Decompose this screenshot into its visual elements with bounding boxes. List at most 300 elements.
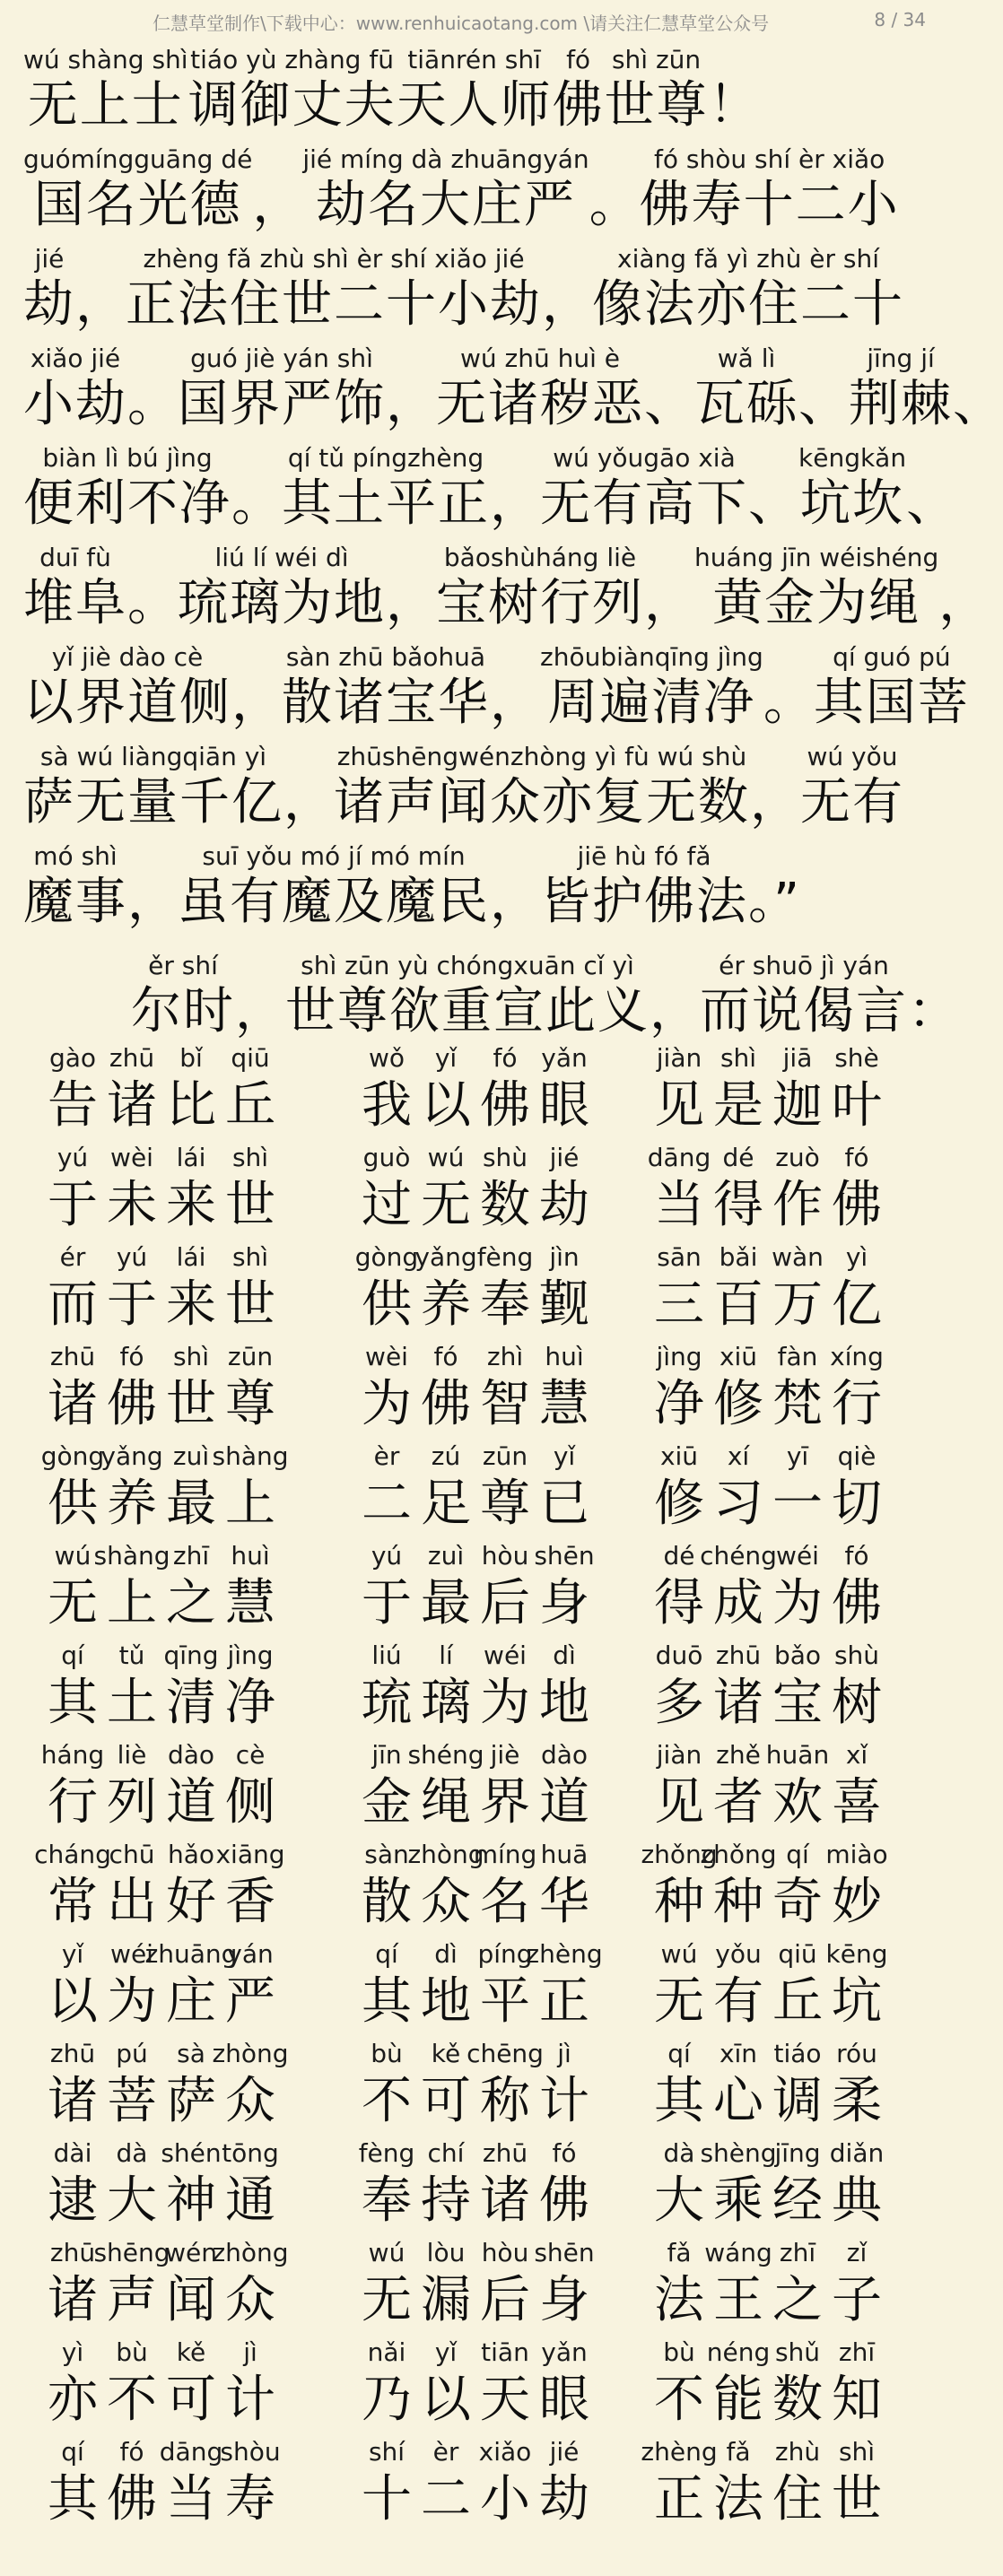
verse-character (827, 2434, 886, 2529)
verse-character (357, 1040, 416, 1136)
verse-phrase (43, 1140, 280, 1235)
pinyin-syllable: zhǒng (641, 1840, 718, 1869)
verse-phrase (43, 1638, 280, 1733)
pinyin-syllable: jié (549, 2437, 580, 2467)
pinyin-text: xiàng fǎ yì zhù èr shí (617, 244, 879, 274)
chinese-character: 诸 (48, 2072, 98, 2130)
chinese-character: 为 (362, 1375, 412, 1433)
chinese-character: 上 (107, 1574, 157, 1632)
chinese-character: 二 (421, 2470, 471, 2528)
chinese-character: 已 (539, 1475, 589, 1533)
chinese-text: 无诸秽恶 (436, 375, 644, 433)
chinese-character: 世 (832, 2470, 882, 2528)
chinese-character: 丘 (225, 1076, 275, 1135)
verse-character (650, 1638, 709, 1733)
pinyin-syllable: huì (545, 1342, 584, 1371)
pinyin-syllable: fó (119, 1342, 144, 1371)
pinyin-syllable: shǔ (774, 2337, 821, 2367)
word-group (302, 144, 589, 235)
verse-character (475, 1439, 535, 1534)
chinese-text: 散诸宝华 (282, 674, 490, 732)
chinese-text: 虽有魔及魔民 (178, 873, 490, 931)
verse-character (475, 2335, 535, 2430)
pinyin-syllable: shù (482, 1143, 528, 1172)
chinese-character: 诸 (480, 2171, 530, 2230)
chinese-character: 佛 (832, 1574, 882, 1632)
chinese-character: 养 (421, 1275, 471, 1334)
text-line (23, 235, 947, 335)
word-group (814, 641, 970, 733)
verse-row (43, 1538, 940, 1638)
chinese-character: 为 (107, 1972, 157, 2031)
chinese-text: ， (127, 873, 178, 931)
pinyin-syllable: èr (432, 2437, 459, 2467)
text-line (23, 733, 947, 832)
pinyin-syllable: zhī (838, 2337, 876, 2367)
chinese-text: 国名光德 (33, 176, 242, 234)
verse-phrase (357, 1040, 594, 1136)
chinese-text: 魔事 (23, 873, 127, 931)
chinese-character: 佛 (832, 1176, 882, 1234)
text-line (23, 534, 990, 633)
chinese-character: 道 (166, 1773, 216, 1832)
chinese-character: 佛 (421, 1375, 471, 1433)
chinese-character: 王 (713, 2271, 763, 2329)
verse-character (161, 1339, 221, 1434)
verse-character (475, 2434, 535, 2529)
chinese-character: 十 (362, 2470, 412, 2528)
pinyin-text: zhèng fǎ zhù shì èr shí xiǎo jié (143, 244, 525, 274)
chinese-character: 以 (421, 2371, 471, 2429)
verse-character (535, 2036, 594, 2131)
pinyin-syllable: yǎn (541, 1043, 588, 1073)
chinese-text: 像法亦住二十 (592, 275, 904, 334)
pinyin-syllable: shì (720, 1043, 757, 1073)
word-group (605, 44, 709, 135)
verse-phrase (650, 1638, 886, 1733)
chinese-character: 行 (832, 1375, 882, 1433)
pinyin-syllable: yǐ (61, 1939, 84, 1969)
pinyin-syllable: shàng (93, 1541, 170, 1571)
chinese-character: 习 (713, 1475, 763, 1533)
punctuation (231, 641, 282, 733)
chinese-character: 子 (832, 2271, 882, 2329)
pinyin-syllable: yǎn (541, 2337, 588, 2367)
verse-character (416, 1240, 475, 1335)
verse-character (416, 2136, 475, 2231)
chinese-text: 而说偈言 (700, 982, 908, 1040)
verse-character (650, 1040, 709, 1136)
verse-character (768, 2136, 827, 2231)
chinese-character: 其 (48, 1674, 98, 1732)
chinese-text: ， (75, 275, 126, 334)
chinese-character: 寿 (225, 2470, 275, 2528)
chinese-character: 供 (362, 1275, 412, 1334)
chinese-character: 漏 (421, 2271, 471, 2329)
chinese-character: 足 (421, 1475, 471, 1533)
pinyin-syllable: lái (176, 1242, 206, 1272)
chinese-character: 于 (48, 1176, 98, 1234)
chinese-text: ， (644, 574, 694, 632)
verse-character (93, 1538, 170, 1633)
pinyin-syllable: chéng (700, 1541, 777, 1571)
pinyin-text: zhōubiànqīng jìng (540, 642, 763, 672)
pinyin-syllable: shì (231, 1242, 269, 1272)
chinese-text: ， (938, 574, 990, 632)
chinese-character: 诸 (48, 2271, 98, 2329)
chinese-character: 出 (107, 1873, 157, 1931)
pinyin-syllable: zú (431, 1441, 461, 1471)
punctuation (127, 343, 178, 434)
pinyin-syllable: jìng (227, 1640, 274, 1670)
pinyin-syllable: róu (836, 2039, 877, 2068)
verse-character (475, 1240, 535, 1335)
pinyin-syllable: zhì (486, 1342, 524, 1371)
chinese-character: 于 (362, 1574, 412, 1632)
word-group (436, 343, 644, 434)
word-group (23, 44, 188, 135)
pinyin-syllable: dào (540, 1740, 589, 1770)
pinyin-syllable: liú (371, 1640, 402, 1670)
word-group (23, 343, 127, 434)
pinyin-syllable: jié (549, 1143, 580, 1172)
punctuation (763, 641, 814, 733)
verse-character (43, 1140, 102, 1235)
verse-phrase (40, 1439, 289, 1534)
pinyin-syllable: jìng (656, 1342, 702, 1371)
verse-character (475, 1040, 535, 1136)
pinyin-syllable: qiū (231, 1043, 270, 1073)
chinese-character: 无 (654, 1972, 704, 2031)
verse-character (102, 2036, 161, 2131)
pinyin-syllable: xí (727, 1441, 750, 1471)
chinese-character: 三 (654, 1275, 704, 1334)
pinyin-syllable: xíng (830, 1342, 884, 1371)
chinese-text: 世尊 (604, 76, 709, 135)
pinyin-syllable: sān (657, 1242, 702, 1272)
pinyin-syllable: nǎi (367, 2337, 406, 2367)
gatha-verses (34, 1040, 940, 2534)
verse-phrase (650, 2136, 886, 2231)
verse-character (43, 1339, 102, 1434)
chinese-text: 以界道侧 (23, 674, 231, 732)
chinese-text: ， (235, 982, 285, 1040)
word-group (849, 343, 953, 434)
pinyin-text: huáng jīn wéishéng (694, 543, 939, 572)
pinyin-text: jiē hù fó fǎ (577, 841, 711, 871)
pinyin-syllable: yǐ (434, 1043, 458, 1073)
chinese-character: 其 (362, 1972, 412, 2031)
chinese-character: 亦 (48, 2371, 98, 2429)
verse-character (357, 2335, 416, 2430)
punctuation (748, 840, 799, 932)
chinese-character: 绳 (421, 1773, 471, 1832)
chinese-character: 丘 (772, 1972, 823, 2031)
pinyin-syllable: zūn (482, 1441, 528, 1471)
pinyin-syllable: qí (61, 2437, 84, 2467)
chinese-text: 其土平正 (282, 474, 490, 533)
verse-character (535, 1837, 594, 1932)
chinese-character: 称 (480, 2072, 530, 2130)
pinyin-syllable: fàn (777, 1342, 818, 1371)
chinese-character: 菩 (107, 2072, 157, 2130)
chinese-character: 万 (772, 1275, 823, 1334)
pinyin-syllable: dà (116, 2138, 148, 2168)
word-group (694, 542, 938, 633)
verse-character (709, 1737, 768, 1832)
chinese-character: 以 (48, 1972, 98, 2031)
pinyin-syllable: èr (373, 1441, 400, 1471)
pinyin-syllable: bù (663, 2337, 695, 2367)
chinese-character: 法 (654, 2271, 704, 2329)
verse-character (475, 1140, 535, 1235)
punctuation (75, 243, 126, 335)
verse-character (650, 1240, 709, 1335)
punctuation (644, 343, 694, 434)
chinese-character: 为 (480, 1674, 530, 1732)
chinese-character: 我 (362, 1076, 412, 1135)
verse-character (535, 1538, 594, 1633)
pinyin-syllable: shì (231, 1143, 269, 1172)
chinese-character: 养 (107, 1475, 157, 1533)
pinyin-syllable: zhòng (212, 2039, 289, 2068)
word-group (540, 641, 763, 733)
pinyin-syllable: shì (172, 1342, 210, 1371)
pinyin-syllable: zuì (427, 1541, 465, 1571)
verse-character (535, 1140, 594, 1235)
chinese-character: 劫 (539, 1176, 589, 1234)
verse-phrase (43, 2036, 289, 2131)
text-line (23, 335, 1003, 434)
pinyin-syllable: fó (493, 1043, 518, 1073)
page-header (0, 5, 969, 36)
verse-character (535, 2434, 594, 2529)
verse-character (650, 2335, 709, 2430)
pinyin-text: kēngkǎn (798, 443, 907, 473)
chinese-text: 荆棘 (849, 375, 953, 433)
verse-character (768, 1936, 827, 2032)
pinyin-text: qí guó pú (833, 642, 951, 672)
chinese-character: 种 (713, 1873, 763, 1931)
chinese-character: 乘 (713, 2171, 763, 2230)
verse-character (765, 1737, 830, 1832)
verse-character (709, 1936, 768, 2032)
text-line (131, 942, 958, 1041)
verse-character (768, 1439, 827, 1534)
pinyin-syllable: shēng (93, 2238, 170, 2267)
pinyin-syllable: xiāng (215, 1840, 285, 1869)
verse-character (357, 1140, 416, 1235)
pinyin-syllable: zhòng (407, 1840, 484, 1869)
pinyin-syllable: qiū (778, 1939, 817, 1969)
pinyin-syllable: yú (57, 1143, 89, 1172)
verse-phrase (43, 2434, 280, 2529)
chinese-character: 逮 (48, 2171, 98, 2230)
pinyin-syllable: guò (362, 1143, 411, 1172)
verse-phrase (650, 2335, 886, 2430)
pinyin-text: mó shì (33, 841, 118, 871)
chinese-character: 种 (654, 1873, 704, 1931)
word-group (23, 542, 127, 633)
verse-character (102, 1737, 161, 1832)
chinese-character: 梵 (772, 1375, 823, 1433)
pinyin-syllable: shàng (212, 1441, 289, 1471)
word-group (23, 741, 283, 832)
pinyin-syllable: cháng (34, 1840, 111, 1869)
chinese-character: 而 (48, 1275, 98, 1334)
verse-character (416, 2335, 475, 2430)
chinese-character: 无 (362, 2271, 412, 2329)
verse-character (221, 1040, 280, 1136)
chinese-character: 后 (480, 2271, 530, 2329)
verse-character (535, 2136, 594, 2231)
verse-character (221, 1936, 280, 2032)
pinyin-syllable: gòng (40, 1441, 105, 1471)
verse-phrase (357, 2434, 594, 2529)
verse-phrase (357, 1936, 603, 2032)
pinyin-text: yǐ jiè dào cè (51, 642, 204, 672)
chinese-text: 宝树行列 (436, 574, 644, 632)
pinyin-syllable: sà (177, 2039, 205, 2068)
chinese-character: 计 (225, 2371, 275, 2429)
chinese-text: ， (386, 574, 436, 632)
chinese-text: ， (750, 773, 800, 831)
verse-character (768, 2036, 827, 2131)
pinyin-syllable: tiáo (773, 2039, 822, 2068)
verse-character (357, 2036, 416, 2131)
pinyin-text: jié míng dà zhuāngyán (302, 144, 589, 174)
pinyin-syllable: fó (119, 2437, 144, 2467)
verse-character (827, 1040, 886, 1136)
pinyin-syllable: dé (722, 1143, 754, 1172)
verse-character (212, 2036, 289, 2131)
verse-character (827, 1638, 886, 1733)
word-group (282, 442, 490, 534)
word-group (800, 741, 904, 832)
verse-character (535, 2235, 594, 2330)
chinese-character: 得 (654, 1574, 704, 1632)
word-group (694, 343, 798, 434)
punctuation (542, 243, 592, 335)
chinese-character: 智 (480, 1375, 530, 1433)
pinyin-syllable: wǒ (368, 1043, 406, 1073)
chinese-text: 国界严饰 (178, 375, 386, 433)
chinese-character: 奉 (362, 2171, 412, 2230)
verse-phrase (43, 2335, 280, 2430)
pinyin-syllable: ér (59, 1242, 86, 1272)
chinese-character: 清 (166, 1674, 216, 1732)
verse-character (827, 1140, 886, 1235)
chinese-text: ， (490, 674, 540, 732)
verse-character (650, 1936, 709, 2032)
verse-phrase (641, 1837, 888, 1932)
word-group (592, 243, 904, 335)
verse-character (416, 1439, 475, 1534)
verse-character (221, 1240, 280, 1335)
pinyin-syllable: fó (844, 1541, 869, 1571)
chinese-character: 不 (654, 2371, 704, 2429)
pinyin-syllable: chū (109, 1840, 155, 1869)
pinyin-syllable: bǐ (179, 1043, 203, 1073)
chinese-text: ， (386, 375, 436, 433)
pinyin-syllable: jì (557, 2039, 571, 2068)
chinese-text: 其国菩 (813, 674, 970, 732)
verse-character (768, 1538, 827, 1633)
pinyin-syllable: dài (53, 2138, 92, 2168)
chinese-character: 成 (713, 1574, 763, 1632)
chinese-character: 其 (654, 2072, 704, 2130)
punctuation (283, 741, 334, 832)
pinyin-syllable: fǎ (667, 2238, 692, 2267)
verse-row (43, 2434, 940, 2534)
verse-character (144, 1936, 238, 2032)
verse-character (467, 2036, 544, 2131)
pinyin-syllable: dì (434, 1939, 458, 1969)
chinese-text: 正法住世二十小劫 (126, 275, 542, 334)
verse-character (102, 1040, 161, 1136)
chinese-text: 周遍清净 (547, 674, 756, 732)
verse-character (827, 2235, 886, 2330)
chinese-character: 最 (166, 1475, 216, 1533)
word-group (23, 641, 231, 733)
pinyin-syllable: shí (368, 2437, 406, 2467)
pinyin-syllable: qí (667, 2039, 691, 2068)
chinese-character: 道 (539, 1773, 589, 1832)
punctuation (938, 542, 989, 633)
chinese-character: 不 (107, 2371, 157, 2429)
verse-character (357, 1339, 416, 1434)
verse-character (215, 1837, 285, 1932)
pinyin-syllable: jiā (782, 1043, 813, 1073)
chinese-text: 世尊欲重宣此义 (285, 982, 650, 1040)
pinyin-syllable: dào (167, 1740, 215, 1770)
verse-character (416, 1040, 475, 1136)
chinese-character: 喜 (832, 1773, 882, 1832)
verse-phrase (650, 2036, 886, 2131)
verse-phrase (357, 2335, 594, 2430)
chinese-character: 当 (166, 2470, 216, 2528)
pinyin-syllable: jīn (371, 1740, 402, 1770)
pinyin-text: zhūshēngwénzhòng yì fù wú shù (336, 742, 747, 771)
chinese-text: 皆护佛法 (540, 873, 748, 931)
verse-character (161, 1638, 221, 1733)
verse-phrase (357, 1538, 594, 1633)
chinese-text: 。 (127, 375, 178, 433)
verse-phrase (357, 2235, 594, 2330)
verse-character (416, 2235, 475, 2330)
chinese-character: 修 (654, 1475, 704, 1533)
chinese-character: 金 (362, 1773, 412, 1832)
chinese-character: 来 (166, 1176, 216, 1234)
chinese-character: 平 (480, 1972, 530, 2031)
chinese-character: 有 (713, 1972, 763, 2031)
verse-character (161, 1240, 221, 1335)
pinyin-text: tiáo yù zhàng fū (190, 45, 394, 74)
chinese-character: 香 (225, 1873, 275, 1931)
chinese-text: 小劫 (23, 375, 127, 433)
pinyin-syllable: yì (61, 2337, 84, 2367)
verse-character (212, 2235, 289, 2330)
chinese-character: 住 (772, 2470, 823, 2528)
pinyin-syllable: yì (845, 1242, 868, 1272)
chinese-text: 。” (748, 873, 800, 931)
chinese-character: 土 (107, 1674, 157, 1732)
chinese-character: 计 (539, 2072, 589, 2130)
chinese-text: ， (650, 982, 700, 1040)
chinese-character: 经 (772, 2171, 823, 2230)
pinyin-text: jié (34, 244, 65, 274)
chinese-character: 为 (772, 1574, 823, 1632)
